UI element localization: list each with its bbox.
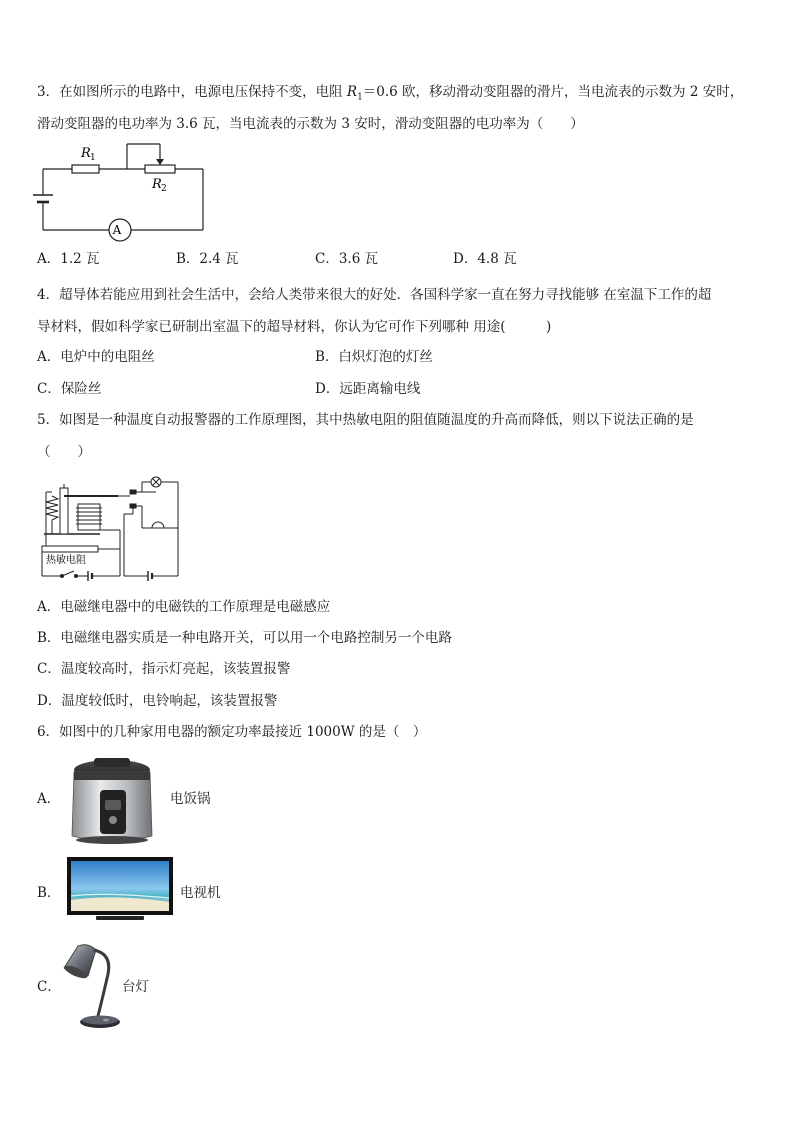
q6-option-a-name: 电饭锅: [170, 791, 211, 807]
q4-option-a[interactable]: A．电炉中的电阻丝: [37, 349, 155, 365]
r2-label-sub: 2: [161, 184, 167, 194]
q3-stem-text-b: ＝0.6 欧，移动滑动变阻器的滑片，当电流表的示数为 2 安时，: [362, 84, 744, 100]
q4-option-d[interactable]: D．远距离输电线: [315, 381, 421, 397]
q3-option-c[interactable]: C．3.6 瓦: [315, 251, 379, 267]
q3-stem-line1: [37, 83, 743, 107]
q3-stem-line2: 滑动变阻器的电功率为 3.6 瓦，当电流表的示数为 3 安时，滑动变阻器的电功率为（ ）: [37, 116, 584, 132]
q3-option-d[interactable]: D．4.8 瓦: [453, 251, 517, 267]
q3-r1-symbol: R: [346, 84, 358, 100]
q4-option-c[interactable]: C．保险丝: [37, 381, 102, 397]
q6-option-a-letter[interactable]: A．: [37, 791, 61, 807]
q3-option-a[interactable]: A．1.2 瓦: [37, 251, 100, 267]
q5-alarm-circuit-diagram: [38, 474, 183, 582]
thermistor-label: 热敏电阻: [46, 555, 86, 566]
q3-circuit-diagram: [35, 140, 215, 245]
rice-cooker-icon[interactable]: [64, 756, 160, 846]
q5-stem-line1: 5．如图是一种温度自动报警器的工作原理图，其中热敏电阻的阻值随温度的升高而降低，则以下说法正确的是: [37, 412, 694, 428]
q3-r1-subscript: 1: [357, 92, 363, 103]
q5-stem-line2: （ ）: [37, 444, 91, 460]
q5-option-c[interactable]: C．温度较高时，指示灯亮起，该装置报警: [37, 661, 291, 677]
r2-label: R: [152, 177, 162, 192]
slider-arrow-icon: [156, 159, 164, 165]
q5-option-a[interactable]: A．电磁继电器中的电磁铁的工作原理是电磁感应: [37, 599, 331, 615]
q3-stem-text-a: 3．在如图所示的电路中，电源电压保持不变，电阻: [37, 84, 347, 100]
q5-option-b[interactable]: B．电磁继电器实质是一种电路开关，可以用一个电路控制另一个电路: [37, 630, 452, 646]
television-icon[interactable]: [66, 856, 174, 922]
r2-rheostat: [145, 165, 175, 173]
q6-option-c-letter[interactable]: C．: [37, 979, 61, 995]
q6-option-c-name: 台灯: [122, 979, 149, 995]
q4-option-b[interactable]: B．白炽灯泡的灯丝: [315, 349, 433, 365]
q5-option-d[interactable]: D．温度较低时，电铃响起，该装置报警: [37, 693, 278, 709]
ammeter-label: A: [112, 223, 122, 237]
r1-label: R: [81, 146, 91, 161]
q6-option-b-letter[interactable]: B．: [37, 885, 61, 901]
q4-stem-line1: 4．超导体若能应用到社会生活中，会给人类带来很大的好处．各国科学家一直在努力寻找能够 在室温下工作的超: [37, 287, 712, 303]
r1-label-sub: 1: [90, 153, 96, 163]
q6-stem-line1: 6．如图中的几种家用电器的额定功率最接近 1000W 的是（ ）: [37, 724, 427, 740]
r1-resistor: [72, 165, 99, 173]
q4-stem-line2: 导材料，假如科学家已研制出室温下的超导材料，你认为它可作下列哪种 用途( ): [37, 319, 552, 335]
desk-lamp-icon[interactable]: [58, 940, 124, 1032]
q3-option-b[interactable]: B．2.4 瓦: [176, 251, 239, 267]
q6-option-b-name: 电视机: [180, 885, 221, 901]
